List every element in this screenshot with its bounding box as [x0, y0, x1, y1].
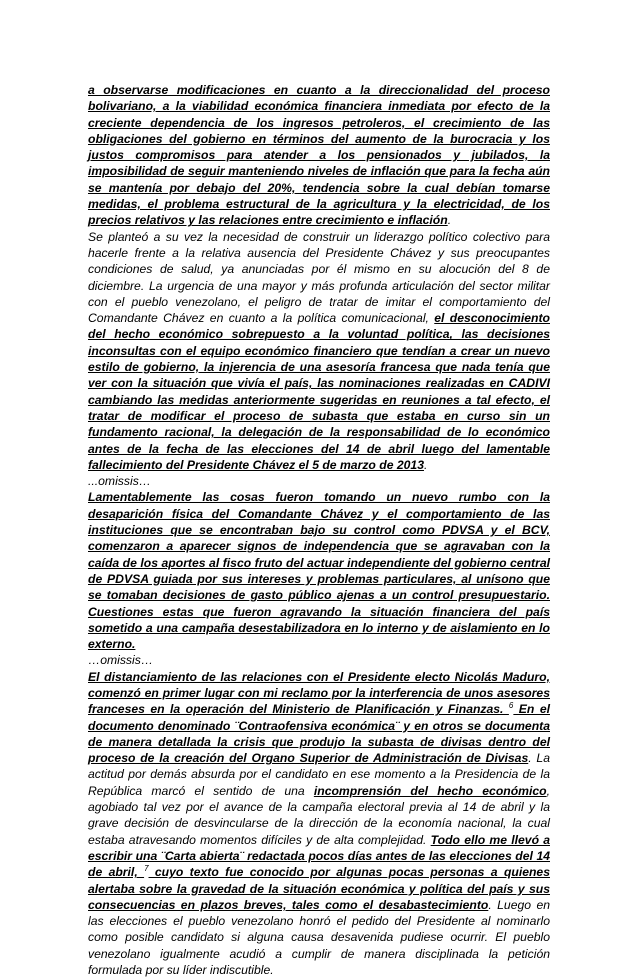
emphasized-text: a observarse modificaciones en cuanto a la direccionalidad del proceso bolivariano, a la viabilidad económica financiera inmediata por efecto de la creciente dependencia de los ingresos petroleros, el crecimiento de las obligaciones del gobierno en términos del aumento de la burocracia y los justos compromisos para atender a los pensionados y jubilados, la imposibilidad de seguir manteniendo niveles de inflación que para la fecha aún se mantenía por debajo del 20%, tendencia sobre la cual debían tomarse medidas, el problema estructural de la agricultura y la electricidad, de los precios relativos y las relaciones entre crecimiento e inflación — [88, 83, 550, 228]
paragraph-2 — [88, 229, 550, 473]
emphasized-text: El distanciamiento de las relaciones con el Presidente electo Nicolás Maduro, comenzó en primer lugar con mi reclamo por la interferencia de unos asesores franceses en la operación del Ministerio de Planificación y Finanzas. — [88, 669, 550, 717]
emphasized-text: el desconocimiento del hecho económico sobrepuesto a la voluntad política, las decisiones inconsultas con el equipo económico financiero que tendían a crear un nuevo estilo de gobierno, la injerencia de una asesoría francesa que nada tenía que ver con la situación que vivía el país, las nominaciones realizadas en CADIVI cambiando las medidas anteriormente sugeridas en reuniones a tal efecto, el tratar de modificar el proceso de subasta que estaba en curso sin un fundamento racional, la delegación de la responsabilidad de lo económico antes de la fecha de las elecciones del 14 de abril luego del lamentable fallecimiento del Presidente Chávez el 5 de marzo de 2013 — [88, 311, 550, 472]
body-text: . La actitud por demás absurda por el candidato en ese momento a la Presidencia de la República marcó el sentido de una — [88, 751, 550, 798]
emphasized-text: Lamentablemente las cosas fueron tomando un nuevo rumbo con la desaparición física del Comandante Chávez y el comportamiento de las instituciones que se encontraban bajo su control como PDVSA y el BCV, comenzaron a aparecer signos de independencia que se agravaban con la caída de los aportes al fisco fruto del actuar independiente del gobierno central de PDVSA guiada por sus intereses y problemas particulares, al unísono que se tomaban decisiones de gasto público ajenas a un control presupuestario. Cuestiones estas que fueron agravando la situación financiera del país sometido a una campaña desestabilizadora en lo interno y de aislamiento en lo externo. — [88, 490, 550, 652]
paragraph-1 — [88, 82, 550, 229]
document-page — [88, 82, 550, 978]
paragraph-3 — [88, 489, 550, 652]
paragraph-4 — [88, 669, 550, 978]
emphasized-text: En el documento denominado ¨Contraofensiva económica¨ y en otros se documenta de manera detallada la crisis que produjo la subasta de divisas dentro del proceso de la creación del Organo Superior de Administración de Divisas — [88, 702, 550, 766]
footnote-ref: 6 — [508, 701, 514, 711]
body-text: …omissis… — [88, 653, 154, 668]
omissis-1 — [88, 473, 550, 489]
body-text: . — [447, 213, 452, 228]
emphasized-text: cuyo texto fue conocido por algunas pocas personas a quienes alertaba sobre la gravedad de la situación económica y política del país y sus consecuencias en plazos breves, tales como el desabastecimiento — [88, 865, 550, 912]
emphasized-text: incomprensión del hecho económico — [313, 783, 547, 798]
footnote-ref: 7 — [144, 864, 149, 874]
body-text: . — [423, 457, 428, 472]
omissis-2 — [88, 652, 550, 668]
body-text: . Luego en las elecciones el pueblo venezolano honró el pedido del Presidente al nominarlo como posible candidato si alguna causa desavenida pudiese ocurrir. El pueblo venezolano igualmente acudió a cumplir de manera disciplinada la petición formulada por su líder indiscutible. — [88, 897, 550, 978]
body-text: ...omissis… — [88, 474, 151, 489]
body-text: , agobiado tal vez por el avance de la campaña electoral previa al 14 de abril y la grave decisión de desvincularse de la dirección de la economía nacional, la cual estaba atravesando momentos difíciles y de alta complejidad. — [88, 783, 550, 847]
body-text: Se planteó a su vez la necesidad de construir un liderazgo político colectivo para hacerle frente a la relativa ausencia del Presidente Chávez y sus preocupantes condiciones de salud, ya anunciadas por él mismo en su alocución del 8 de diciembre. La urgencia de una mayor y más profunda articulación del sector militar con el pueblo venezolano, el peligro de tratar de imitar el comportamiento del Comandante Chávez en cuanto a la política comunicacional, — [88, 229, 550, 326]
emphasized-text: Todo ello me llevó a escribir una ¨Carta abierta¨ redactada pocos días antes de las elecciones del 14 de abril, — [88, 832, 550, 880]
